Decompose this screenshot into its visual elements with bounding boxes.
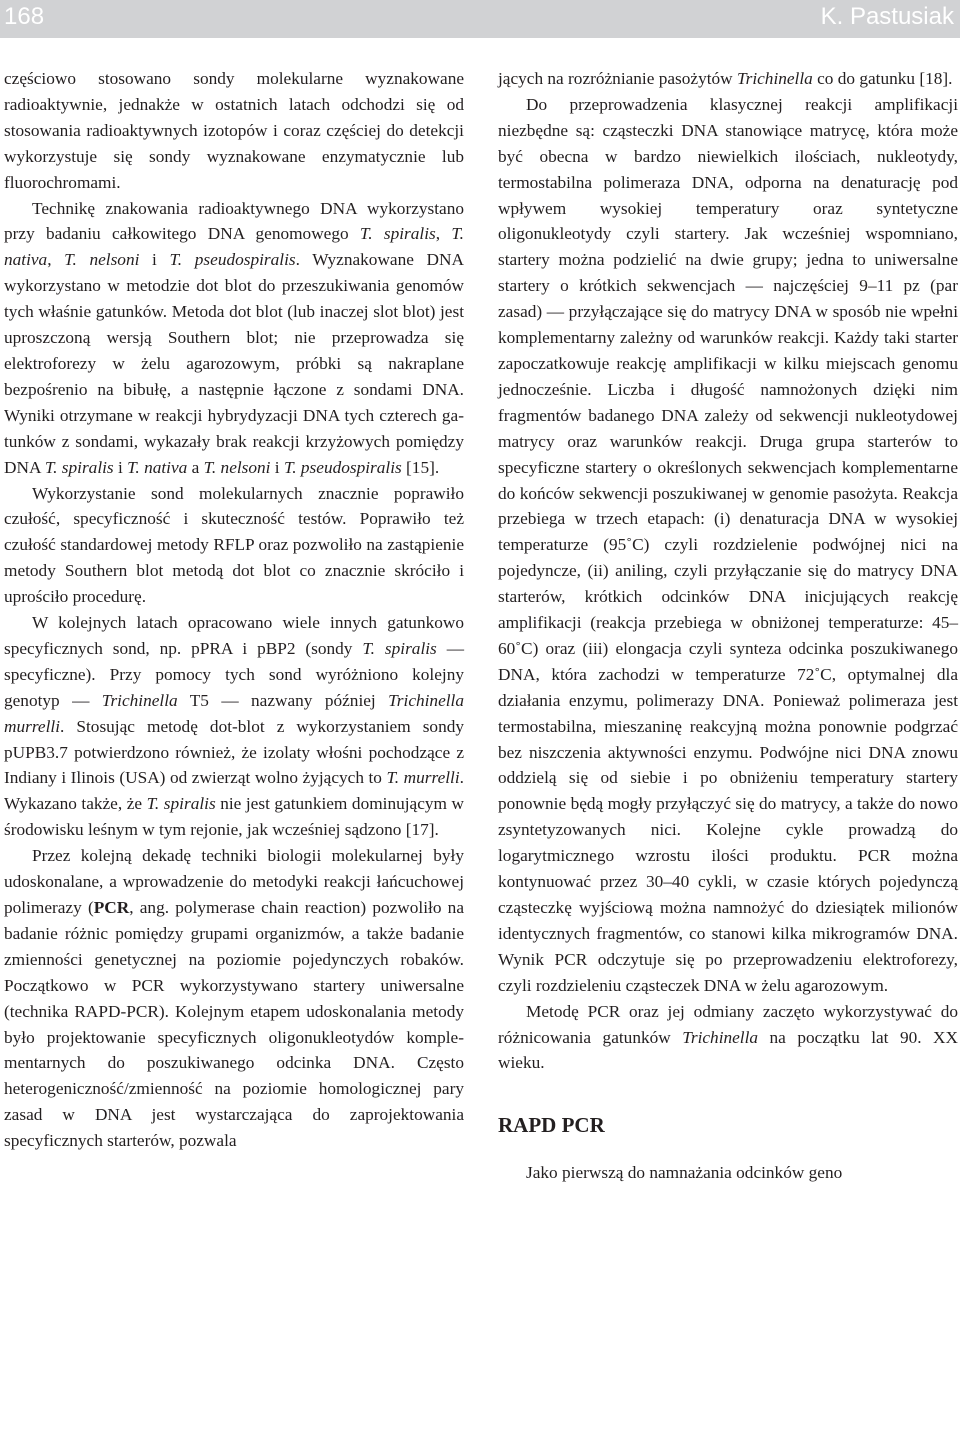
paragraph: Wykorzystanie sond molekularnych znacznie poprawiło czułość, specyficzność i skuteczność testów. Poprawiło też czułość standardowej metody RFLP oraz pozwoliło na zastąpienie metody Southern blot metodą dot blot co znacznie skróciło i uprościło procedurę.	[4, 483, 464, 607]
paragraph: częściowo stosowano sondy molekularne wyznakowane radioaktywnie, jednakże w ostatnich latach odchodzi się od stosowania radioaktywnych izotopów i coraz częściej do detekcji wykorzystuje się sondy wyznakowane enzymatycznie lub fluorochromami.	[4, 69, 464, 192]
running-head: K. Pastusiak	[820, 3, 954, 30]
left-column	[4, 66, 464, 1154]
paragraph: Technikę znakowania radioaktywnego DNA wykorzystano przy badaniu całkowitego DNA genomowego T. spiralis, T. nativa, T. nelsoni i T. pseudospiralis. Wyznakowane DNA wykorzystano w metodzie dot blot do przeszukiwania genomów tych właśnie gatunków. Metoda dot blot (lub inaczej slot blot) jest uproszczoną wersją Southern blot; nie przeprowadza się elektroforezy w żelu agarozowym, próbki są nakraplane bezpośrenio na bibułę, a następnie łączone z sondami DNA. Wyniki otrzymane w reakcji hybrydyzacji DNA tych czterech gatunków z sondami, wykazały brak reakcji krzyżowych pomiędzy DNA T. spiralis i T. nativa a T. nelsoni i T. pseudospiralis [15].	[4, 198, 465, 477]
paragraph: W kolejnych latach opracowano wiele innych gatunkowo specyficznych sond, np. pPRA i pBP2 (sondy T. spiralis — specyficzne). Przy pomocy tych sond wyróżniono kolejny genotyp — Trichinella T5 — nazwany później Trichinella murrelli. Stosując metodę dot-blot z wykorzystaniem sondy pUPB3.7 potwierdzono również, że izolaty włośni pochodzące z Indiany i Ilinois (USA) od zwierząt wolno żyjących to T. murrelli. Wykazano także, że T. spiralis nie jest gatunkiem dominującym w środowisku leśnym w tym rejonie, jak wcześniej sądzono [17].	[4, 613, 464, 840]
right-column	[498, 66, 958, 1186]
paragraph: Do przeprowadzenia klasycznej reakcji amplifikacji niezbędne są: cząsteczki DNA stanowiące matrycę, która może być obecna w bardzo niewielkich ilościach, nukleotydy, termostabilna polimeraza DNA, odporna na denaturację pod wpływem wysokiej temperatury oraz syntetyczne oligonukleotydy czyli startery. Jak wcześniej wspomniano, startery można podzielić na dwie grupy; jedna to uniwersalne startery o krótkich sekwencjach — najczęściej 9–11 pz (par zasad) — przyłączające się do matrycy DNA w sposób nie wpełni komplementarny zależny od warunków reakcji. Każdy taki starter zapoczatkowuje reakcję amplifikacji w kilku miejscach genomu jednocześnie. Liczba i długość namnożonych dzięki nim fragmentów badanego DNA zależy od sekwencji nukleotydowej matrycy oraz warunków reakcji. Druga grupa starterów to specyficzne startery o określonych sekwencjach komplementarne do końców sekwencji poszukiwanej w genomie pasożyta. Reakcja przebiega w trzech etapach: (i) denaturacja DNA w wysokiej temperaturze (95˚C) czyli rozdzielenie podwójnej nici na pojedyncze, (ii) aniling, czyli przyłączanie się do matrycy DNA starterów, krótkich odcinków DNA inicjujących reakcję amplifikacji (reakcja przebiega w obniżonej temperaturze: 45–60˚C) oraz (iii) elongacja czyli synteza odcinka poszukiwanego DNA, która zachodzi w temperaturze 72˚C, optymalnej dla działania enzymu, polimerazy DNA. Ponieważ polimeraza jest termostabilna, mieszaninę reakcyjną można ponownie podgrzać bez niszczenia aktywności enzymu. Podwójne nici DNA znowu oddzielą się od siebie i po obniżeniu temperatury startery ponownie będą mogły przyłączyć się do matrycy, a także do nowo zsyntetyzowanych nici. Kolejne cykle prowadzą do logarytmicznego wzrostu ilości produktu. PCR można kontynuować przez 30–40 cykli, w czasie których pojedynczą cząsteczkę wyjściową można namnożyć do dziesiątek milionów identycznych fragmentów, co stanowi kilka mikrogramów DNA. Wynik PCR odczytuje się po przeprowadzeniu elektroforezy, czyli rozdzieleniu cząsteczek DNA w żelu agarozowym.	[498, 94, 958, 995]
page-number: 168	[4, 3, 45, 30]
section-heading: RAPD PCR	[498, 1113, 605, 1138]
paragraph: jących na rozróżnianie pasożytów Trichinella co do gatunku [18].	[498, 69, 953, 88]
paragraph: Przez kolejną dekadę techniki biologii molekularnej były udoskonalane, a wprowadzenie do metodyki reakcji łańcuchowej polimerazy (PCR, ang. polymerase chain reaction) pozwoliło na badanie różnic pomiędzy grupami organizmów, a także badanie zmienności genetycznej na poziomie pojedynczych robaków. Początkowo w PCR wykorzystywano startery uniwersalne (technika RAPD-PCR). Kolejnym etapem udoskonalania metody było projektowanie specyficznych oligonukleotydów komplementarnych do poszukiwanego odcinka DNA. Często heterogeniczność/zmienność na poziomie homologicznej pary zasad w DNA jest wystarczająca do zaprojektowania specyficznych starterów, pozwala	[4, 846, 464, 1151]
paragraph: Jako pierwszą do namnażania odcinków geno	[526, 1163, 843, 1183]
paragraph: Metodę PCR oraz jej odmiany zaczęto wykorzystywać do różnicowania gatunków Trichinella na początku lat 90. XX wieku.	[498, 1001, 958, 1073]
page-header	[0, 0, 960, 38]
